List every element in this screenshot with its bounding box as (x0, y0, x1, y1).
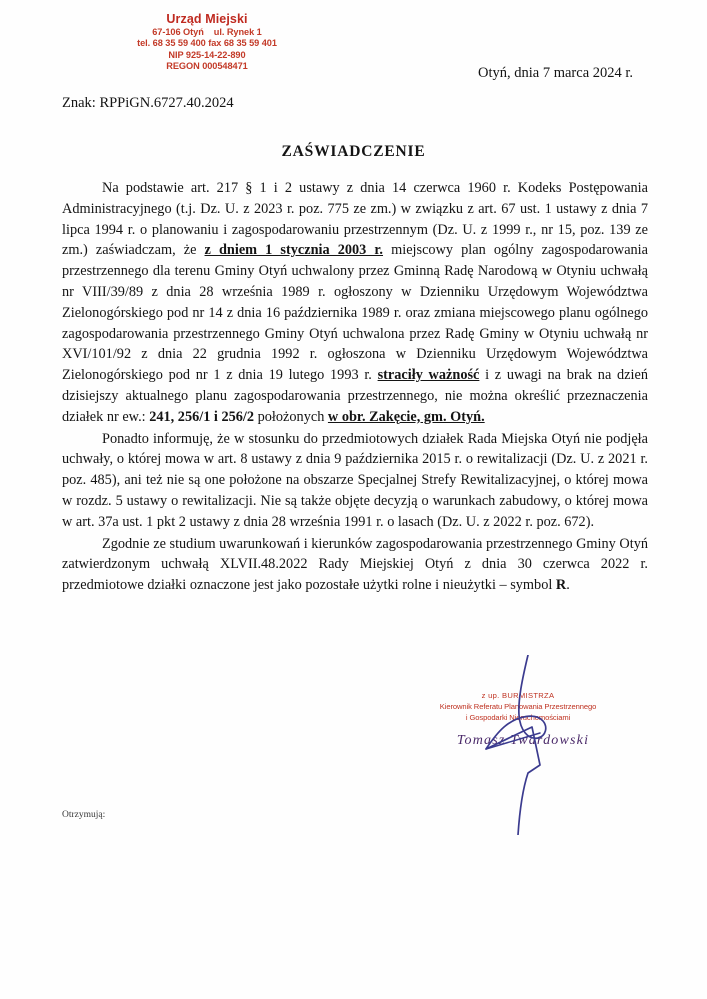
office-address (62, 27, 352, 38)
p1-parcel-numbers: 241, 256/1 i 256/2 (149, 408, 255, 425)
signature-stamp-text (418, 690, 618, 723)
document-body (62, 178, 648, 596)
signature-block (400, 655, 640, 835)
office-phone-fax: tel. 68 35 59 400 fax 68 35 59 401 (137, 38, 277, 49)
stamp-line-authority: z up. BURMISTRZA (481, 691, 555, 700)
p1-emphasis-location: w obr. Zakęcie, gm. Otyń. (327, 408, 485, 425)
office-address-city: 67-106 Otyń (152, 27, 204, 38)
document-title: ZAŚWIADCZENIE (281, 143, 426, 160)
p1-emphasis-date: z dniem 1 stycznia 2003 r. (204, 242, 384, 259)
document-reference-number: Znak: RPPiGN.6727.40.2024 (62, 95, 234, 111)
p2-text: Ponadto informuję, że w stosunku do przedmiotowych działek Rada Miejska Otyń nie podjęła uchwały, o której mowa w art. 8 ustawy z dnia 9 października 2015 r. o rewitalizacji (Dz. U. z 2021 r. poz. 485), ani też nie są one położone na obszarze Specjalnej Strefy Rewitalizacyjnej, o której mowa w rozdz. 5 ustawy o rewitalizacji. Nie są także objęte decyzją o warunkach zabudowy, o której mowa w art. 37a ust. 1 pkt 2 ustawy z dnia 28 września 1991 r. o lasach (Dz. U. z 2022 r. poz. 672). (62, 430, 648, 530)
office-nip: NIP 925-14-22-890 (168, 49, 246, 60)
p1-part1: Na podstawie art. 217 § 1 i 2 ustawy z dnia 14 czerwca 1960 r. Kodeks Postępowania Administracyjnego (t.j. Dz. U. z 2023 r. poz. 775 ze zm.) w związku z art. 67 ust. 1 ustawy z dnia 7 lipca 1994 r. o planowaniu i zagospodarowaniu przestrzennym (Dz. U. z 1999 r., nr 15, poz. 139 ze zm.) zaświadczam, że (62, 180, 648, 259)
organization-name: Urząd Miejski (166, 12, 248, 26)
p1-part2: miejscowy plan ogólny zagospodarowania przestrzennego dla terenu Gminy Otyń uchwalony przez Gminną Radę Narodową w Otyniu uchwałą nr VIII/39/89 z dnia 28 września 1989 r. ogłoszony w Dzienniku Urzędowym Województwa Zielonogórskiego pod nr 14 z dnia 16 października 1989 r. oraz zmiana miejscowego planu ogólnego zagospodarowania przestrzennego Gminy Otyń uchwalona przez Radę Gminy w Otyniu uchwałą nr XVI/101/92 z dnia 22 grudnia 1992 r. ogłoszona w Dzienniku Urzędowym Województwa Zielonogórskiego pod nr 1 z dnia 19 lutego 1993 r. (62, 242, 649, 384)
office-regon: REGON 000548471 (166, 60, 248, 71)
signatory-name: Tomasz Twardowski (456, 733, 590, 748)
p1-emphasis-expired: straciły ważność (377, 367, 480, 384)
office-address-street: ul. Rynek 1 (213, 27, 262, 38)
p3-part2: . (566, 577, 570, 594)
recipients-label: Otrzymują: (62, 810, 106, 820)
p3-part1: Zgodnie ze studium uwarunkowań i kierunków zagospodarowania przestrzennego Gminy Otyń zatwierdzonym uchwałą XLVII.48.2022 Rady Miejskiej Otyń z dnia 30 czerwca 2022 r. przedmiotowe działki oznaczone jest jako pozostałe użytki rolne i nieużytki – symbol (62, 535, 648, 594)
office-stamp-header (62, 12, 352, 72)
paragraph-legal-basis (62, 178, 648, 428)
p1-part4: położonych (254, 408, 328, 425)
paragraph-revitalization (62, 429, 648, 533)
stamp-line-department: i Gospodarki Nieruchomościami (465, 713, 571, 722)
paragraph-study (62, 534, 648, 596)
document-date: Otyń, dnia 7 marca 2024 r. (478, 65, 634, 81)
stamp-line-position: Kierownik Referatu Planowania Przestrzennego (439, 702, 597, 711)
p1-part3: i z uwagi na brak na dzień dzisiejszy aktualnego planu zagospodarowania przestrzennego, nie można określić przeznaczenia działek nr ew.: (62, 367, 648, 425)
p3-symbol: R (555, 577, 567, 594)
